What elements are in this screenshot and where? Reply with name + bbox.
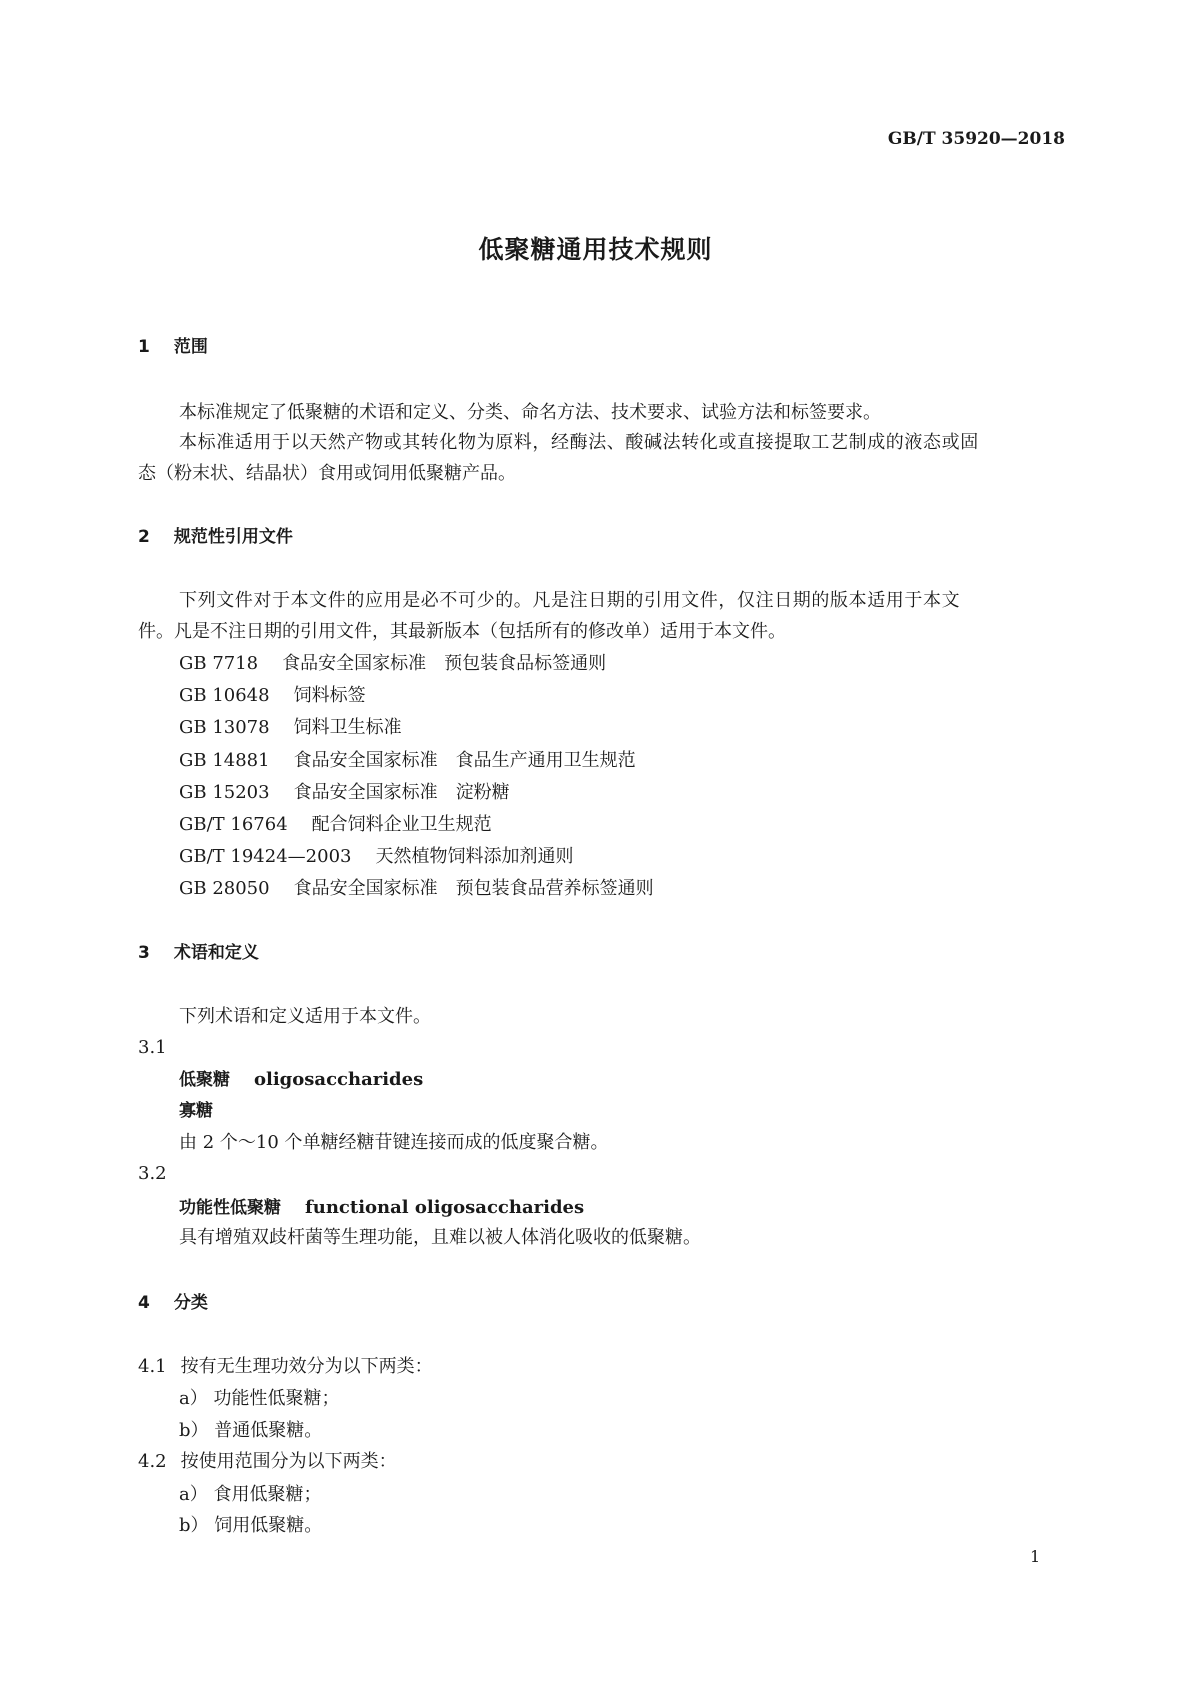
paragraph: 本标准规定了低聚糖的术语和定义、分类、命名方法、技术要求、试验方法和标签要求。: [179, 402, 881, 423]
term-number: 3.2: [138, 1163, 167, 1184]
reference-item: [179, 878, 654, 900]
reference-title: 配合饲料企业卫生规范: [311, 814, 492, 835]
section-1-heading: 1 范围: [138, 337, 208, 357]
document-title: 低聚糖通用技术规则: [478, 235, 713, 264]
reference-item: [179, 653, 606, 675]
paragraph: 件。凡是不注日期的引用文件，其最新版本（包括所有的修改单）适用于本文件。: [138, 621, 786, 642]
term-definition: 具有增殖双歧杆菌等生理功能，且难以被人体消化吸收的低聚糖。: [179, 1227, 701, 1248]
term-definition: 由 2 个～10 个单糖经糖苷键连接而成的低度聚合糖。: [179, 1132, 609, 1153]
reference-title: 饲料标签: [293, 685, 366, 707]
reference-item: [179, 717, 402, 739]
reference-title: 食品安全国家标准 预包装食品营养标签通则: [293, 878, 654, 900]
term-title: 功能性低聚糖 functional oligosaccharides: [179, 1197, 585, 1218]
reference-title: 食品安全国家标准 预包装食品标签通则: [282, 653, 607, 674]
term-synonym: 寡糖: [179, 1101, 213, 1121]
clause-4-1: 4.1 按有无生理功效分为以下两类：: [138, 1356, 433, 1377]
reference-title: 食品安全国家标准 淀粉糖: [293, 781, 510, 803]
term-number: 3.1: [138, 1037, 167, 1058]
reference-title: 饲料卫生标准: [293, 717, 402, 739]
list-item: b） 普通低聚糖。: [179, 1420, 323, 1441]
clause-4-2: 4.2 按使用范围分为以下两类：: [138, 1451, 397, 1472]
paragraph: 态（粉末状、结晶状）食用或饲用低聚糖产品。: [138, 463, 516, 484]
reference-code: GB 15203: [179, 781, 270, 803]
reference-code: GB 7718: [179, 653, 259, 674]
section-2-heading: 2 规范性引用文件: [138, 527, 293, 547]
paragraph: 本标准适用于以天然产物或其转化物为原料，经酶法、酸碱法转化或直接提取工艺制成的液态或固: [179, 432, 979, 453]
reference-title: 天然植物饲料添加剂通则: [375, 846, 574, 868]
reference-code: GB/T 19424—2003: [179, 846, 352, 868]
standard-number: GB/T 35920—2018: [887, 129, 1065, 149]
page-number: 1: [1030, 1547, 1041, 1566]
paragraph: 下列术语和定义适用于本文件。: [179, 1006, 431, 1027]
section-4-heading: 4 分类: [138, 1293, 208, 1313]
reference-code: GB 14881: [179, 749, 270, 771]
reference-item: [179, 814, 492, 836]
reference-code: GB/T 16764: [179, 814, 288, 835]
list-item: a） 食用低聚糖；: [179, 1484, 322, 1505]
section-3-heading: 3 术语和定义: [138, 943, 259, 963]
reference-code: GB 28050: [179, 878, 270, 900]
paragraph: 下列文件对于本文件的应用是必不可少的。凡是注日期的引用文件，仅注日期的版本适用于本文: [179, 590, 961, 611]
reference-title: 食品安全国家标准 食品生产通用卫生规范: [293, 749, 636, 771]
reference-item: [179, 685, 366, 707]
reference-item: [179, 782, 510, 804]
reference-code: GB 10648: [179, 685, 270, 707]
reference-item: [179, 846, 573, 868]
reference-item: [179, 750, 636, 772]
list-item: a） 功能性低聚糖；: [179, 1388, 340, 1409]
term-title: 低聚糖 oligosaccharides: [179, 1069, 424, 1090]
reference-code: GB 13078: [179, 717, 270, 739]
list-item: b） 饲用低聚糖。: [179, 1515, 323, 1536]
